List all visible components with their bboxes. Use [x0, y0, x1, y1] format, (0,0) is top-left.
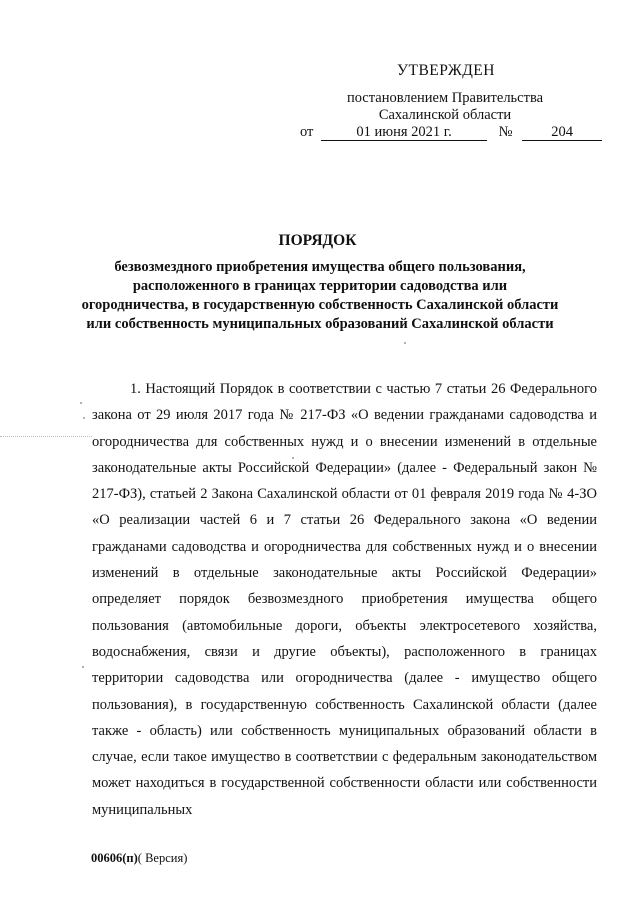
scan-speck	[292, 457, 294, 459]
approval-authority	[330, 90, 560, 124]
document-subtitle: безвозмездного приобретения имущества общего пользования, расположенного в границах территории садоводства или огородничества, в государственную собственность Сахалинской области или собственность муниципальных образований Сахалинской области	[81, 259, 559, 332]
paragraph-1: 1. Настоящий Порядок в соответствии с частью 7 статьи 26 Федерального закона от 29 июля 2017 года № 217-ФЗ «О ведении гражданами садоводства и огородничества для собственных нужд и о внесении изменений в отдельные законодательные акты Российской Федерации» (далее - Федеральный закон № 217-ФЗ), статьей 2 Закона Сахалинской области от 01 февраля 2019 года № 4-ЗО «О реализации частей 6 и 7 статьи 26 Федерального закона «О ведении гражданами садоводства и огородничества для собственных нужд и о внесении изменений в отдельные законодательные акты Российской Федерации» определяет порядок безвозмездного приобретения имущества общего пользования (автомобильные дороги, объекты электросетевого хозяйства, водоснабжения, связи и другие объекты), расположенного в границах территории садоводства или огородничества (далее - имущество общего пользования), в государственную собственность Сахалинской области (далее также - область) или собственность муниципальных образований области в случае, если такое имущество в соответствии с федеральным законодательством может находиться в государственной собственности области или собственности муниципальных	[92, 381, 597, 818]
scan-speck	[404, 342, 406, 344]
footer-code	[91, 851, 187, 866]
approval-authority-line1: постановлением Правительства	[346, 90, 544, 106]
footer-document-code: 00606(п)	[91, 851, 138, 865]
approval-date-row	[300, 124, 602, 141]
approval-authority-line2: Сахалинской области	[378, 107, 512, 123]
scan-speck	[80, 402, 82, 404]
scan-dotted-artifact	[0, 436, 92, 439]
document-title: ПОРЯДОК	[278, 232, 357, 249]
scan-speck	[83, 417, 85, 419]
approval-stamp-heading: УТВЕРЖДЕН	[397, 62, 495, 79]
date-prefix: от	[300, 124, 314, 140]
footer-version: ( Версия)	[137, 851, 188, 865]
approval-number: 204	[522, 124, 602, 141]
approval-date: 01 июня 2021 г.	[321, 124, 487, 141]
number-sign: №	[498, 124, 513, 140]
scan-speck	[82, 666, 84, 668]
